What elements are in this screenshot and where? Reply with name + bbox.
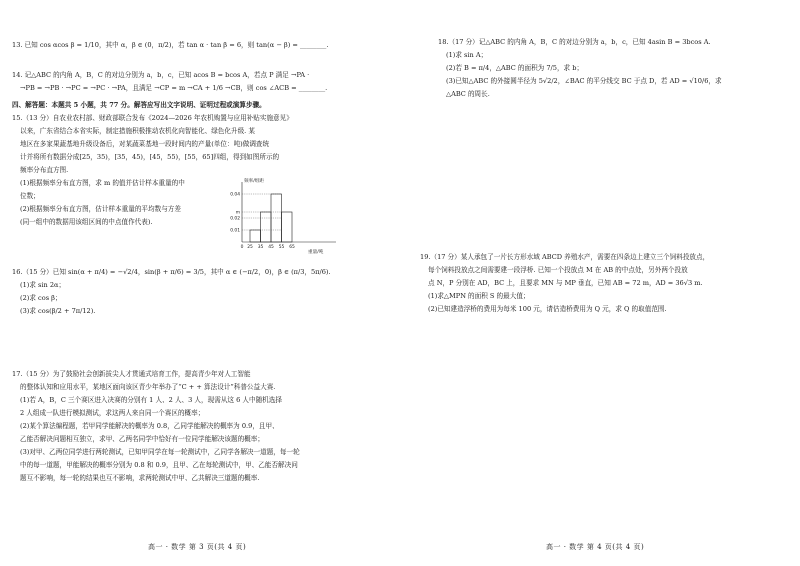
section-heading-text: 四、解答题：本题共 5 小题，共 77 分。解答应写出文字说明、证明过程或演算步骤。	[12, 101, 266, 109]
q18-part-3-cont: △ABC 的周长.	[446, 90, 490, 98]
q19-part-1: (1)求△MPN 的面积 S 的最大值；	[428, 292, 530, 300]
q15-line-5: 频率分布直方图.	[20, 166, 69, 174]
frequency-histogram	[228, 176, 340, 256]
y-tick-label: 0.01	[230, 228, 240, 234]
x-tick-label: 35	[257, 245, 264, 250]
histogram-bar	[250, 230, 261, 242]
q15-part-1-cont: 位数；	[20, 192, 40, 200]
q15-part-2: (2)根据频率分布直方图，估计样本重量的平均数与方差	[20, 205, 181, 213]
q19-line-1: 19.（17 分）某人承包了一片长方形水域 ABCD 养殖水产，需要在四条边上建立三个饲料投放点，	[420, 253, 710, 261]
q17-line-5: (2)某个算法编程题，若甲同学能解决的概率为 0.8，乙同学能解决的概率为 0.9，且甲、	[20, 422, 279, 430]
x-tick-label: 55	[278, 245, 285, 250]
x-tick-label: 0	[240, 245, 244, 250]
q17-line-2: 的整体认知和应用水平，某地区面向该区青少年举办了“C + + 算法设计”科普公益大赛.	[20, 383, 276, 391]
page-4	[400, 0, 800, 566]
q17-line-9: 题互不影响，每一轮的结果也互不影响，求两轮测试中甲、乙共解决三道题的概率.	[20, 474, 260, 482]
q19-part-2: (2)已知建造浮桥的费用为每米 100 元，请估造桥费用为 Q 元，求 Q 的取值范围.	[428, 305, 667, 313]
page-footer-right: 高一 · 数学 第 4 页(共 4 页)	[546, 543, 645, 551]
q17-line-8: 中的每一道题，甲能解决的概率分别为 0.8 和 0.9，且甲、乙在每轮测试中，甲、乙能否解决问	[20, 461, 298, 469]
q17-line-3: (1)若 A，B，C 三个赛区进入决赛的分别有 1 人、2 人、3 人，现需从这 6 人中随机选择	[20, 396, 282, 404]
q19-line-2: 每个饲料投放点之间需要建一段浮桥. 已知一个投放点 M 在 AB 的中点处，另外两个投放	[428, 266, 688, 274]
q15-line-2: 以来，广东省结合本省实际，制定措施积极推动农机化向智能化、绿色化升级. 某	[20, 127, 255, 135]
q13-text: 13. 已知 cos αcos β = 1/10，其中 α，β ∈ (0，π/2)，若 tan α · tan β = 6，则 tan(α − β) = ________.	[12, 41, 329, 49]
x-axis-label: 重量/吨	[308, 250, 324, 255]
q18-part-2: (2)若 B = π/4，△ABC 的面积为 7/5，求 b；	[446, 64, 584, 72]
question-19	[420, 251, 709, 316]
x-tick-label: 45	[268, 245, 274, 250]
question-14	[12, 69, 327, 95]
q15-part-1: (1)根据频率分布直方图，求 m 的值并估计样本重量的中	[20, 179, 185, 187]
q18-part-1: (1)求 sin A；	[446, 51, 488, 59]
q15-line-4: 计并将所有数据分成[25，35)，[35，45)，[45，55)，[55，65]四组，得到如图所示的	[20, 153, 280, 161]
page-footer-left: 高一 · 数学 第 3 页(共 4 页)	[148, 543, 247, 551]
y-tick-label: 0.04	[230, 192, 240, 198]
section-heading	[12, 99, 266, 112]
y-tick-label: m	[235, 210, 240, 216]
y-axis-label: 频率/组距	[244, 179, 264, 184]
histogram-bar	[261, 212, 272, 242]
histogram-bar	[282, 212, 293, 242]
q17-line-4: 2 人组成一队进行模拟测试，求这两人来自同一个赛区的概率；	[20, 409, 205, 417]
x-tick-label: 25	[247, 245, 253, 250]
q17-line-6: 乙能否解决问题相互独立，求甲、乙两名同学中恰好有一位同学能解决该题的概率；	[20, 435, 264, 443]
q17-line-1: 17.（15 分）为了鼓励社会创新拔尖人才贯通式培育工作，提高青少年对人工智能	[12, 370, 251, 378]
q14-line-2: →PB = →PB · →PC = →PC · →PA，且满足 →CP = m →CA + 1/6 →CB，则 cos ∠ACB = ________.	[20, 84, 328, 92]
question-17	[12, 368, 300, 485]
q15-line-1: 15.（13 分）自农业农村部、财政部联合发布《2024—2026 年农机购置与应用补贴实施意见》	[12, 114, 293, 122]
q15-line-3: 地区在多家果蔬基地升级设备后，对某蔬菜基地一段时间内的产量(单位：吨)做调查统	[20, 140, 270, 148]
q19-line-3: 点 N，P 分别在 AD，BC 上，且要求 MN 与 MP 垂直，已知 AB = 72 m，AD = 36√3 m.	[428, 279, 703, 287]
question-18	[438, 36, 722, 101]
q18-part-3: (3)已知△ABC 的外接圆半径为 5√2/2，∠BAC 的平分线交 BC 于点 D，若 AD = √10/6，求	[446, 77, 722, 85]
q16-part-1: (1)求 sin 2α；	[20, 281, 66, 289]
q16-part-3: (3)求 cos(β/2 + 7π/12).	[20, 307, 96, 315]
q18-line-1: 18.（17 分）记△ABC 的内角 A，B，C 的对边分别为 a，b，c，已知 4asin B = 3bcos A.	[438, 38, 711, 46]
x-tick-label: 65	[289, 245, 295, 250]
q16-part-2: (2)求 cos β；	[20, 294, 62, 302]
q14-line-1: 14. 记△ABC 的内角 A，B，C 的对边分别为 a，b，c，已知 acos B = bcos A，若点 P 满足 →PA ·	[12, 71, 310, 79]
q15-part-2-cont: (同一组中的数据用该组区间的中点值作代表).	[20, 218, 153, 226]
y-tick-label: 0.02	[230, 216, 240, 222]
question-13	[12, 39, 328, 52]
question-16	[12, 266, 331, 318]
q16-line-1: 16.（15 分）已知 sin(α + π/4) = −√2/4，sin(β + π/6) = 3/5，其中 α ∈ (−π/2，0)，β ∈ (π/3，5π/6).	[12, 268, 331, 276]
q17-line-7: (3)对甲、乙两位同学进行两轮测试，已知甲同学在每一轮测试中，乙同学各解决一道题，每一轮	[20, 448, 300, 456]
